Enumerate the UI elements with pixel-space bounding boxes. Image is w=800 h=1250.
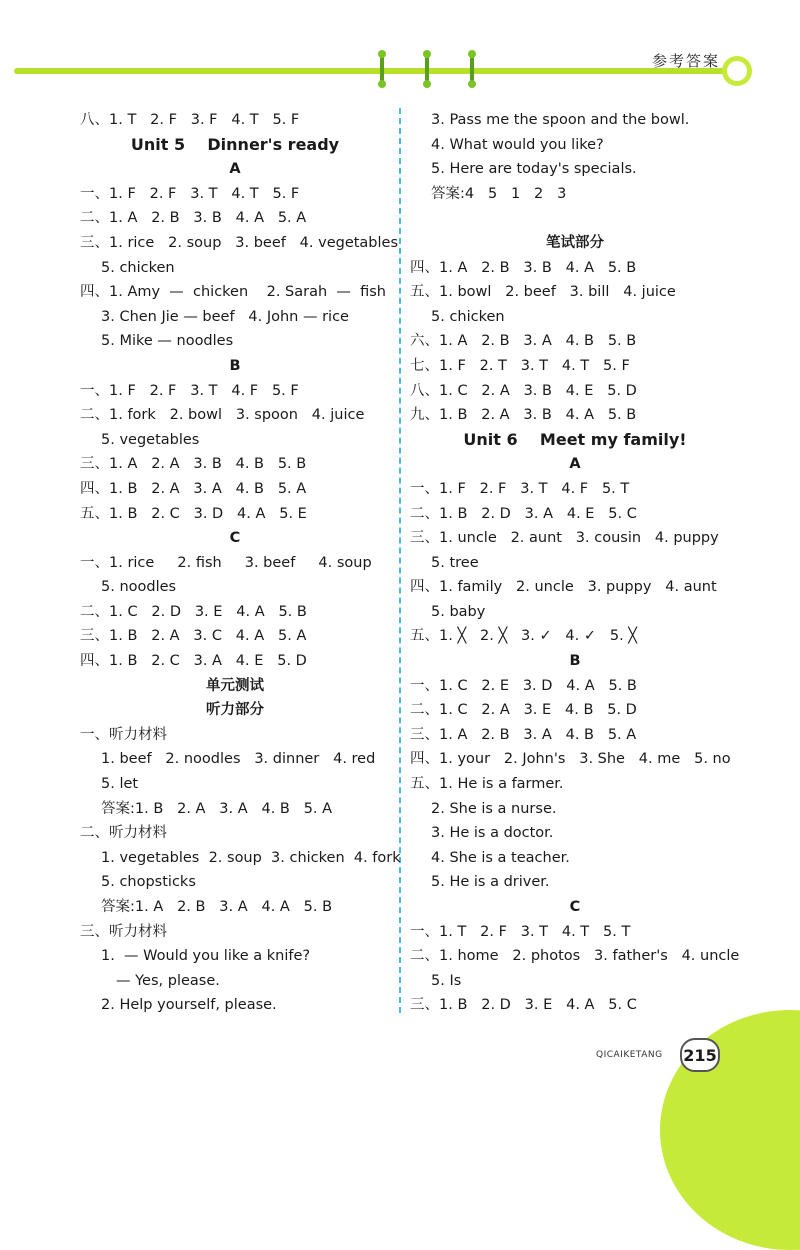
answer-line: C	[229, 530, 241, 547]
answer-line: B	[229, 357, 241, 374]
answer-line: C	[569, 899, 581, 915]
answer-line: 四、1. B 2. C 3. A 4. E 5. D	[80, 653, 307, 670]
answer-line: — Yes, please.	[116, 972, 220, 989]
answer-line: 答案:1. B 2. A 3. A 4. B 5. A	[101, 800, 333, 817]
answer-line: 5. Here are today's specials.	[431, 161, 637, 178]
answer-line: 三、1. rice 2. soup 3. beef 4. vegetables	[80, 234, 399, 251]
answer-line: 二、1. C 2. D 3. E 4. A 5. B	[80, 603, 307, 620]
answer-line: 一、1. F 2. F 3. T 4. F 5. F	[80, 382, 299, 399]
answer-line: 九、1. B 2. A 3. B 4. A 5. B	[410, 407, 637, 424]
mascot-icon	[722, 56, 752, 86]
answer-line: 六、1. A 2. B 3. A 4. B 5. B	[410, 333, 637, 350]
answer-line: 单元测试	[206, 677, 264, 694]
answer-line: 四、1. family 2. uncle 3. puppy 4. aunt	[410, 579, 717, 596]
answer-line: 二、1. B 2. D 3. A 4. E 5. C	[410, 505, 637, 522]
answer-line: 二、听力材料	[80, 825, 167, 842]
answer-line: 五、1. bowl 2. beef 3. bill 4. juice	[410, 284, 676, 301]
answer-line: 二、1. fork 2. bowl 3. spoon 4. juice	[80, 407, 365, 424]
answer-line: 5. Mike — noodles	[101, 333, 234, 350]
answer-line: Unit 6 Meet my family!	[463, 429, 687, 449]
answer-line: 4. What would you like?	[431, 136, 604, 153]
answer-line: 5. noodles	[101, 579, 177, 596]
answer-line: 二、1. C 2. A 3. E 4. B 5. D	[410, 702, 637, 719]
answer-line: 1. beef 2. noodles 3. dinner 4. red	[101, 751, 376, 768]
answer-line: 一、1. T 2. F 3. T 4. T 5. T	[410, 923, 631, 940]
right-answer-column	[410, 108, 740, 1018]
answer-line: 5. chicken	[431, 308, 505, 325]
answer-line: 三、1. B 2. D 3. E 4. A 5. C	[410, 997, 637, 1014]
page-number: 215	[680, 1038, 720, 1072]
answer-line: 八、1. T 2. F 3. F 4. T 5. F	[80, 112, 300, 128]
answer-line: 2. She is a nurse.	[431, 800, 557, 817]
answer-line: 5. baby	[431, 603, 486, 620]
answer-line: 3. Chen Jie — beef 4. John — rice	[101, 308, 349, 325]
answer-line: 二、1. home 2. photos 3. father's 4. uncle	[410, 948, 740, 965]
answer-line: 二、1. A 2. B 3. B 4. A 5. A	[80, 210, 307, 227]
answer-line: 5. chicken	[101, 259, 175, 276]
column-divider	[399, 108, 401, 1013]
answer-line: 1. vegetables 2. soup 3. chicken 4. fork	[101, 849, 401, 866]
binder-ring-icon	[423, 50, 431, 88]
answer-line	[410, 206, 740, 231]
answer-line: 2. Help yourself, please.	[101, 997, 277, 1014]
answer-line: 四、1. A 2. B 3. B 4. A 5. B	[410, 259, 637, 276]
answer-line: 五、1. B 2. C 3. D 4. A 5. E	[80, 505, 307, 522]
answer-line: 八、1. C 2. A 3. B 4. E 5. D	[410, 382, 637, 399]
binder-ring-icon	[468, 50, 476, 88]
answer-line: 三、1. A 2. A 3. B 4. B 5. B	[80, 456, 307, 473]
answer-line: 答案:4 5 1 2 3	[431, 185, 567, 202]
answer-line: 三、1. uncle 2. aunt 3. cousin 4. puppy	[410, 530, 719, 547]
left-answer-column	[80, 108, 401, 1018]
answer-line: Unit 5 Dinner's ready	[130, 134, 340, 154]
page-header-title: 参考答案	[652, 52, 721, 70]
answer-line: 一、1. rice 2. fish 3. beef 4. soup	[80, 554, 372, 571]
binder-ring-icon	[378, 50, 386, 88]
answer-line: 听力部分	[206, 702, 264, 719]
answer-line: 四、1. your 2. John's 3. She 4. me 5. no	[410, 751, 731, 768]
answer-line: 笔试部分	[546, 234, 604, 251]
answer-line: 一、听力材料	[80, 726, 167, 743]
answer-line: 五、1. He is a farmer.	[410, 776, 564, 793]
answer-line: A	[229, 161, 241, 178]
answer-line: 5. let	[101, 776, 139, 793]
answer-line: 5. Is	[431, 972, 462, 989]
answer-line: 四、1. Amy — chicken 2. Sarah — fish	[80, 284, 386, 301]
answer-line: 5. He is a driver.	[431, 874, 550, 891]
answer-line: 1. — Would you like a knife?	[101, 948, 311, 965]
footer-brand: QICAIKETANG	[596, 1050, 663, 1060]
answer-line: 一、1. F 2. F 3. T 4. F 5. T	[410, 480, 630, 497]
answer-line: 答案:1. A 2. B 3. A 4. A 5. B	[101, 899, 333, 915]
answer-line: 七、1. F 2. T 3. T 4. T 5. F	[410, 357, 630, 374]
answer-line: 三、1. A 2. B 3. A 4. B 5. A	[410, 726, 637, 743]
answer-line: 3. Pass me the spoon and the bowl.	[431, 112, 690, 128]
answer-line: 5. chopsticks	[101, 874, 196, 891]
answer-line: B	[569, 653, 581, 670]
answer-line: 五、1. ╳ 2. ╳ 3. ✓ 4. ✓ 5. ╳	[410, 628, 638, 645]
answer-line: 三、听力材料	[80, 923, 167, 940]
answer-line: 一、1. C 2. E 3. D 4. A 5. B	[410, 677, 637, 694]
answer-line: A	[569, 456, 581, 473]
answer-line: 5. vegetables	[101, 431, 200, 448]
answer-line: 5. tree	[431, 554, 479, 571]
answer-line: 3. He is a doctor.	[431, 825, 554, 842]
answer-line: 三、1. B 2. A 3. C 4. A 5. A	[80, 628, 307, 645]
answer-line: 4. She is a teacher.	[431, 849, 570, 866]
answer-line: 四、1. B 2. A 3. A 4. B 5. A	[80, 480, 307, 497]
answer-line: 一、1. F 2. F 3. T 4. T 5. F	[80, 185, 300, 202]
